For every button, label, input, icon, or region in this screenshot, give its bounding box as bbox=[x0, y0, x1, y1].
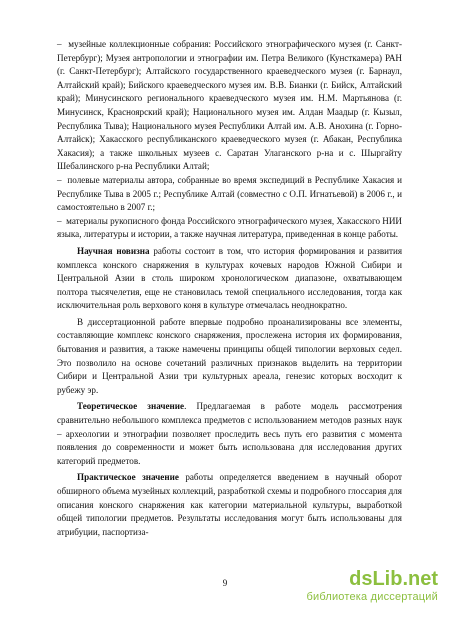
page-number: 9 bbox=[222, 578, 228, 588]
paragraph-practical-significance: Практическое значение работы определяется введением в научный оборот обширного объема музейных коллекций, разработкой схемы и подробного глоссария для описания конского снаряжения как категории материальной культуры, выработкой общей типологии предметов. Результаты исследования могут быть использованы для атрибуции, паспортиза- bbox=[57, 472, 403, 537]
watermark-subtitle: библиотека диссертаций bbox=[306, 591, 438, 603]
body-text bbox=[57, 38, 402, 539]
watermark-logo: dsLib.net bbox=[349, 568, 438, 590]
paragraph-scientific-novelty: Научная новизна работы состоит в том, что история формирования и развития комплекса конского снаряжения в культурах кочевых народов Южной Сибири и Центральной Азии в столь широком хронологическом диапазоне, охватывающем полтора тысячелетия, еще не становилась темой специального исследования, тогда как исключительная роль верхового коня в культуре отмечалась неоднократно. bbox=[57, 245, 403, 311]
watermark bbox=[306, 569, 438, 603]
paragraph-dissertation-analysis: В диссертационной работе впервые подробно проанализированы все элементы, составляющие комплекс конского снаряжения, прослежена история их формирования, бытования и развития, а также намечены принципы общей типологии верховых седел. Это позволило на основе сочетаний различных признаков выделить на территории Сибири и Центральной Азии три культурных ареала, генезис которых восходит к рубежу эр. bbox=[57, 316, 402, 395]
paragraph-theoretical-significance: Теоретическое значение. Предлагаемая в работе модель рассмотрения сравнительно небольшого комплекса предметов с использованием методов разных наук – археологии и этнографии позволяет проследить весь путь его развития с момента появления до современности и может быть использована для исследования других категорий предметов. bbox=[57, 401, 402, 466]
paragraph-field-materials: – полевые материалы автора, собранные во время экспедиций в Республике Хакасия и Республике Тыва в 2005 г.; Республике Алтай (совместно с О.П. Игнатьевой) в 2006 г., и самостоятельно в 2007 г.; bbox=[57, 174, 402, 213]
paragraph-museum-collections: – музейные коллекционные собрания: Российского этнографического музея (г. Санкт-Петербург); Музея антропологии и этнографии им. Петра Великого (Кунсткамера) РАН (г. Санкт-Петербург); Алтайского государственного краеведческого музея (г. Барнаул, Алтайский край); Бийского краеведческого музея им. В.В. Бианки (г. Бийск, Алтайский край); Минусинского регионального краеведческого музея им. Н.М. Мартьянова (г. Минусинск, Красноярский край); Национального музея им. Алдан Маадыр (г. Кызыл, Республика Тыва); Национального музея Республики Алтай им. А.В. Анохина (г. Горно-Алтайск); Хакасского республиканского краеведческого музея (г. Абакан, Республика Хакасия); а также школьных музеев с. Саратан Улаганского р-на и с. Шыргайту Шебалинского р-на Республики Алтай; bbox=[57, 39, 402, 172]
paragraph-archive-materials: – материалы рукописного фонда Российского этнографического музея, Хакасского НИИ языка, литературы и истории, а также научная литература, приведенная в конце работы. bbox=[57, 215, 402, 240]
